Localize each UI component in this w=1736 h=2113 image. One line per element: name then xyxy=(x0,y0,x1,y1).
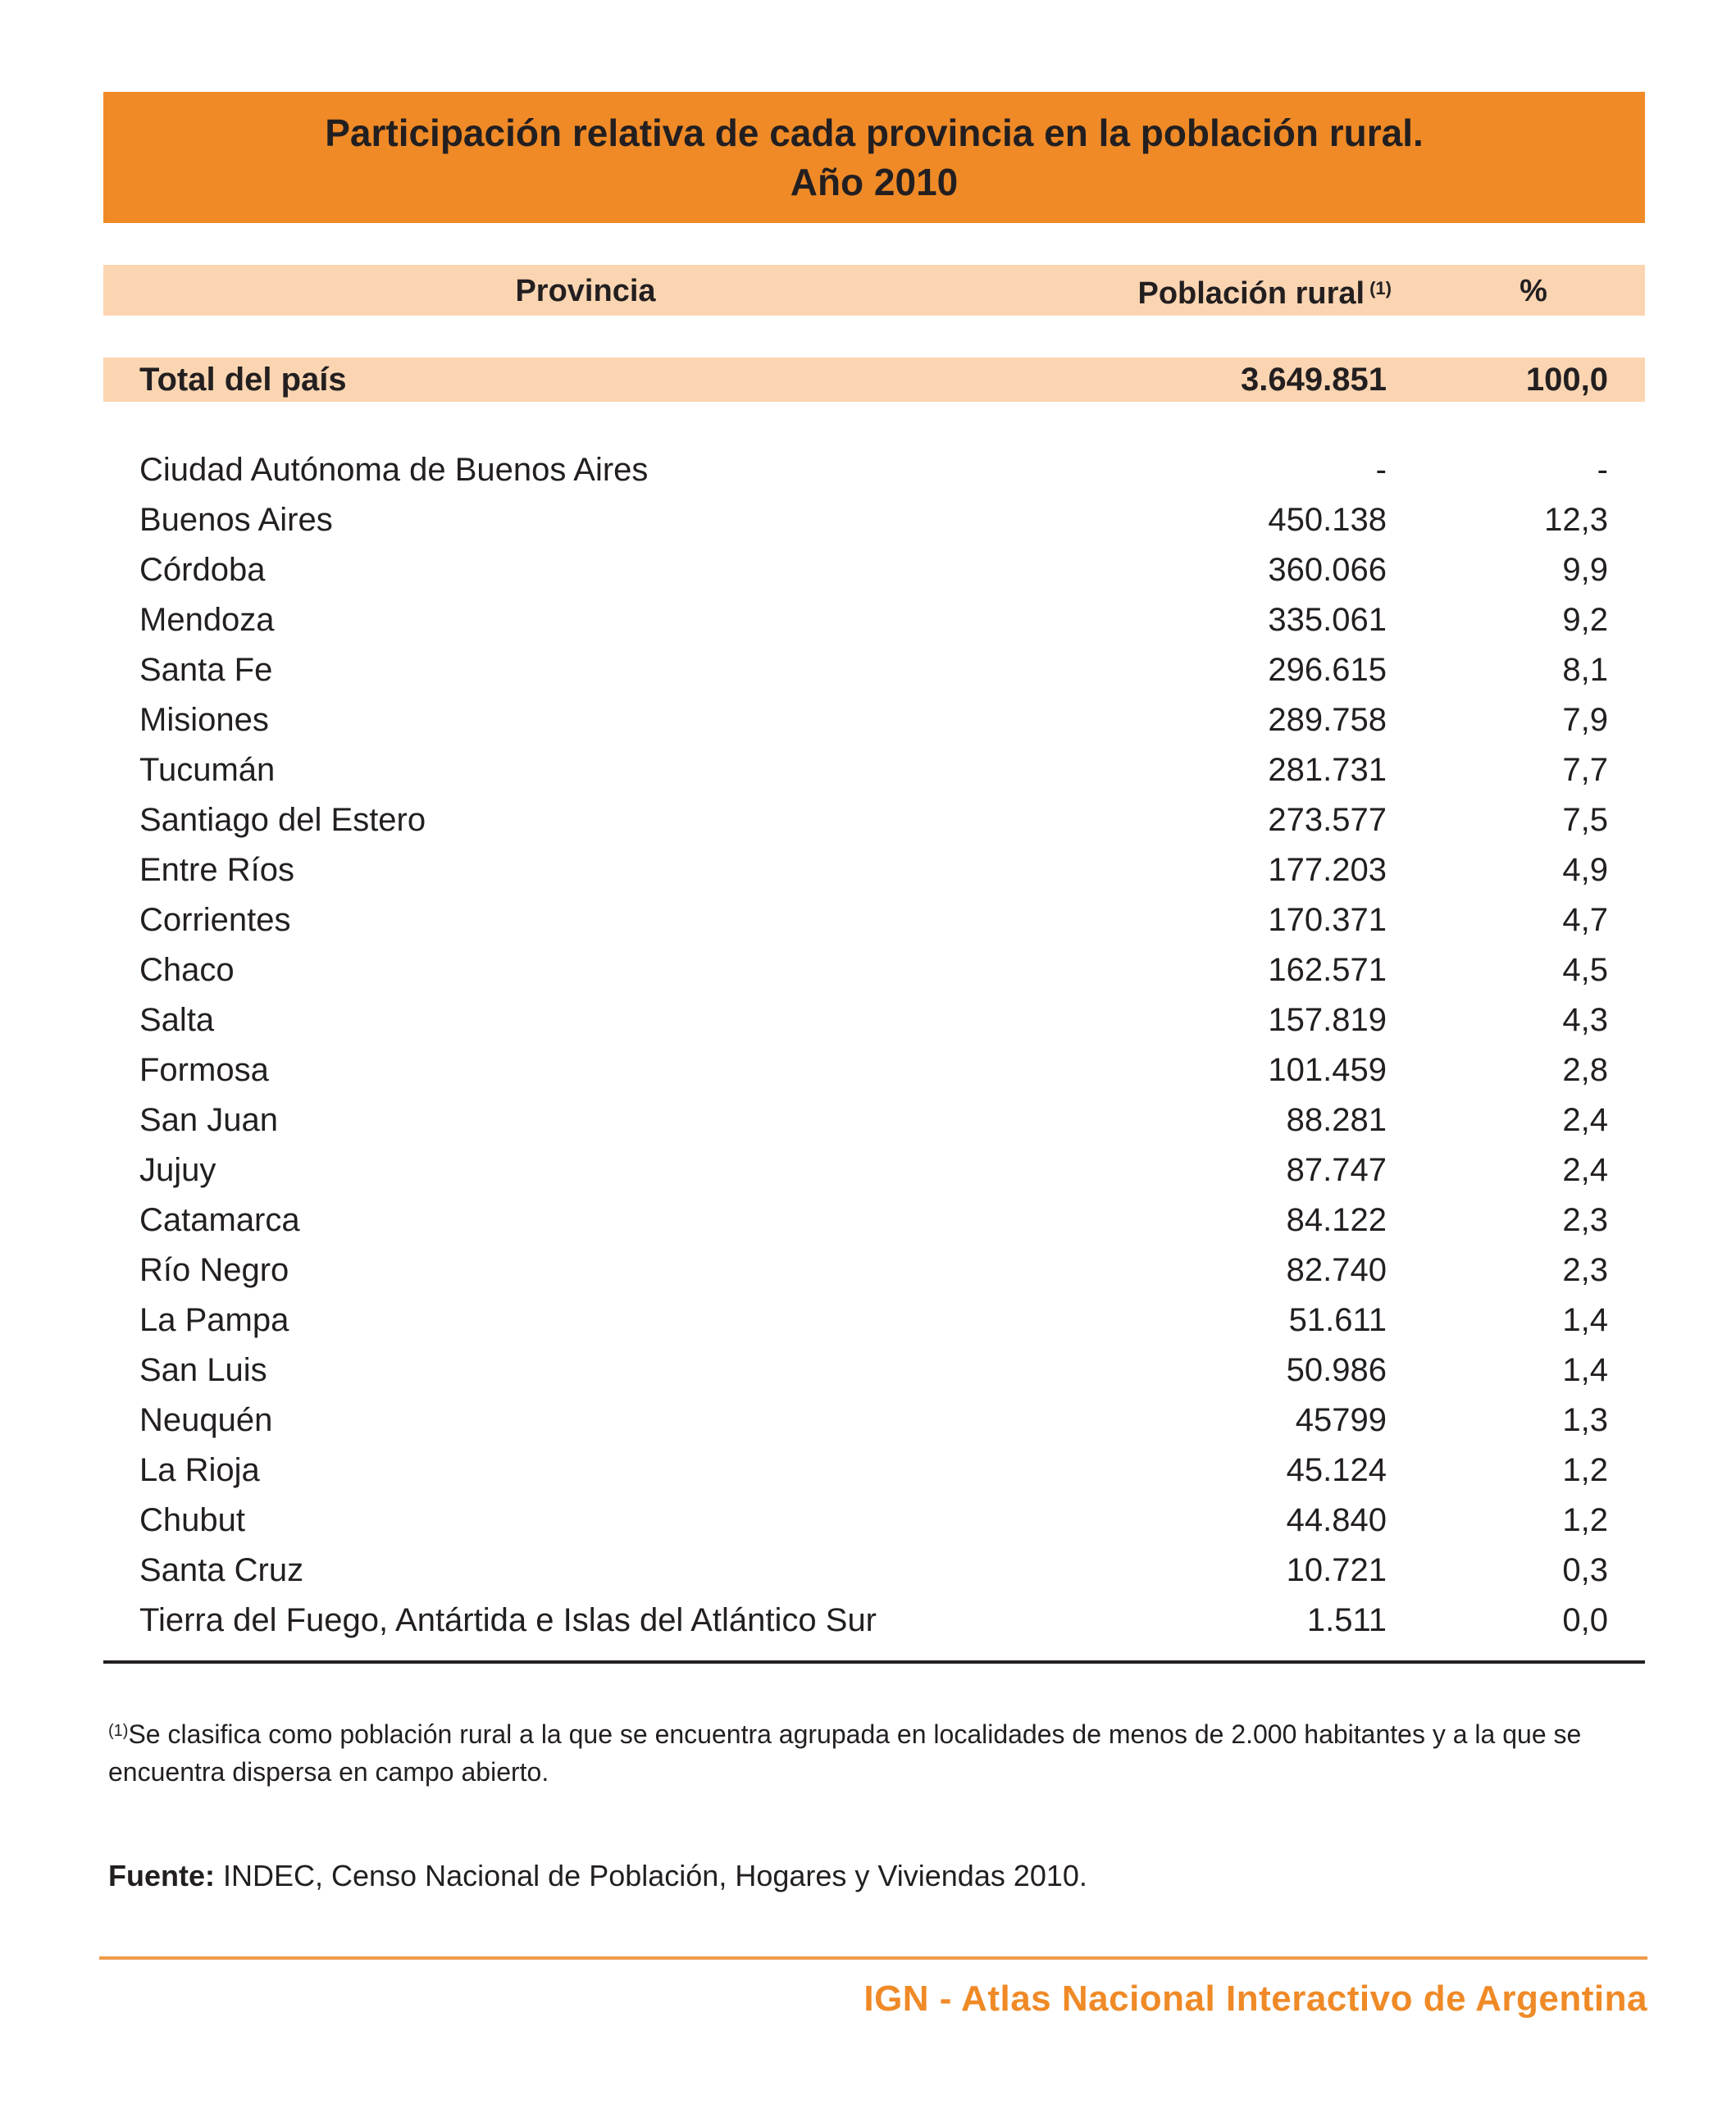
province-name: Río Negro xyxy=(139,1252,289,1288)
province-percent: 7,9 xyxy=(1562,702,1608,738)
province-name: Tierra del Fuego, Antártida e Islas del Atlántico Sur xyxy=(139,1602,877,1638)
table-title-banner xyxy=(103,92,1645,223)
province-percent: 4,7 xyxy=(1562,902,1608,938)
province-poblacion: 88.281 xyxy=(1286,1102,1387,1138)
province-name: San Juan xyxy=(139,1102,279,1138)
province-name: Córdoba xyxy=(139,552,266,588)
province-name: Entre Ríos xyxy=(139,852,294,888)
table-title-line-1: Participación relativa de cada provincia en la población rural. xyxy=(325,112,1424,154)
province-poblacion: 50.986 xyxy=(1286,1352,1387,1388)
province-name: Chaco xyxy=(139,952,235,988)
province-poblacion: 44.840 xyxy=(1286,1502,1387,1538)
source-note xyxy=(108,1857,1087,1895)
total-poblacion: 3.649.851 xyxy=(1241,362,1387,398)
province-percent: 1,4 xyxy=(1562,1352,1608,1388)
province-poblacion: 360.066 xyxy=(1268,552,1387,588)
table-bottom-rule xyxy=(103,1660,1645,1664)
province-poblacion: 177.203 xyxy=(1268,852,1387,888)
province-poblacion: 170.371 xyxy=(1268,902,1387,938)
province-name: San Luis xyxy=(139,1352,267,1388)
province-poblacion: 289.758 xyxy=(1268,702,1387,738)
province-poblacion: 162.571 xyxy=(1268,952,1387,988)
province-percent: - xyxy=(1597,452,1608,488)
province-percent: 1,4 xyxy=(1562,1302,1608,1338)
province-percent: 2,4 xyxy=(1562,1102,1608,1138)
province-name: Catamarca xyxy=(139,1202,300,1238)
province-percent: 8,1 xyxy=(1562,652,1608,688)
source-label: Fuente: xyxy=(108,1859,215,1892)
column-header-poblacion xyxy=(1137,273,1392,314)
province-percent: 2,3 xyxy=(1562,1202,1608,1238)
province-percent: 1,2 xyxy=(1562,1452,1608,1488)
table-title-line-2: Año 2010 xyxy=(790,161,959,203)
province-name: Santiago del Estero xyxy=(139,802,426,838)
footnote-reference: (1) xyxy=(1369,278,1392,298)
province-percent: 0,0 xyxy=(1562,1602,1608,1638)
province-poblacion: 101.459 xyxy=(1268,1052,1387,1088)
province-percent: 4,5 xyxy=(1562,952,1608,988)
province-poblacion: 10.721 xyxy=(1286,1552,1387,1588)
footnote-text: Se clasifica como población rural a la que se encuentra agrupada en localidades de menos de 2.000 habitantes y a la que se encuentra dispersa en campo abierto. xyxy=(108,1719,1582,1787)
province-poblacion: 296.615 xyxy=(1268,652,1387,688)
column-header-poblacion-label: Población rural xyxy=(1137,276,1365,311)
footnote-marker: (1) xyxy=(108,1722,129,1740)
province-poblacion: 450.138 xyxy=(1268,502,1387,538)
province-percent: 7,5 xyxy=(1562,802,1608,838)
province-percent: 7,7 xyxy=(1562,752,1608,788)
province-poblacion: 157.819 xyxy=(1268,1002,1387,1038)
province-name: Mendoza xyxy=(139,602,275,638)
province-name: Misiones xyxy=(139,702,269,738)
province-name: Formosa xyxy=(139,1052,269,1088)
province-percent: 2,3 xyxy=(1562,1252,1608,1288)
province-percent: 1,2 xyxy=(1562,1502,1608,1538)
province-name: La Rioja xyxy=(139,1452,260,1488)
province-name: La Pampa xyxy=(139,1302,289,1338)
footer-brand: IGN - Atlas Nacional Interactivo de Argentina xyxy=(863,1979,1647,2019)
province-percent: 4,3 xyxy=(1562,1002,1608,1038)
province-poblacion: - xyxy=(1375,452,1387,488)
source-text: INDEC, Censo Nacional de Población, Hogares y Viviendas 2010. xyxy=(215,1859,1087,1892)
province-name: Ciudad Autónoma de Buenos Aires xyxy=(139,452,649,488)
province-name: Corrientes xyxy=(139,902,291,938)
province-poblacion: 82.740 xyxy=(1286,1252,1387,1288)
province-poblacion: 1.511 xyxy=(1306,1602,1387,1638)
province-name: Santa Cruz xyxy=(139,1552,304,1588)
province-name: Neuquén xyxy=(139,1402,273,1438)
column-header-percent: % xyxy=(1520,274,1547,308)
province-poblacion: 281.731 xyxy=(1268,752,1387,788)
total-label: Total del país xyxy=(139,362,347,398)
province-percent: 0,3 xyxy=(1562,1552,1608,1588)
province-name: Santa Fe xyxy=(139,652,273,688)
footnote xyxy=(108,1715,1617,1791)
province-poblacion: 87.747 xyxy=(1286,1152,1387,1188)
province-poblacion: 335.061 xyxy=(1268,602,1387,638)
province-percent: 1,3 xyxy=(1562,1402,1608,1438)
province-name: Jujuy xyxy=(139,1152,216,1188)
province-percent: 9,2 xyxy=(1562,602,1608,638)
column-header-provincia: Provincia xyxy=(515,274,656,308)
province-poblacion: 273.577 xyxy=(1268,802,1387,838)
province-name: Buenos Aires xyxy=(139,502,333,538)
province-poblacion: 45.124 xyxy=(1286,1452,1387,1488)
province-poblacion: 51.611 xyxy=(1288,1302,1387,1338)
province-percent: 12,3 xyxy=(1544,502,1608,538)
province-percent: 4,9 xyxy=(1562,852,1608,888)
province-name: Chubut xyxy=(139,1502,245,1538)
province-percent: 2,8 xyxy=(1562,1052,1608,1088)
province-name: Salta xyxy=(139,1002,215,1038)
province-poblacion: 84.122 xyxy=(1286,1202,1387,1238)
footer-divider xyxy=(99,1956,1647,1960)
province-percent: 9,9 xyxy=(1562,552,1608,588)
province-percent: 2,4 xyxy=(1562,1152,1608,1188)
total-percent: 100,0 xyxy=(1525,362,1608,398)
province-poblacion: 45799 xyxy=(1295,1402,1387,1438)
province-name: Tucumán xyxy=(139,752,276,788)
